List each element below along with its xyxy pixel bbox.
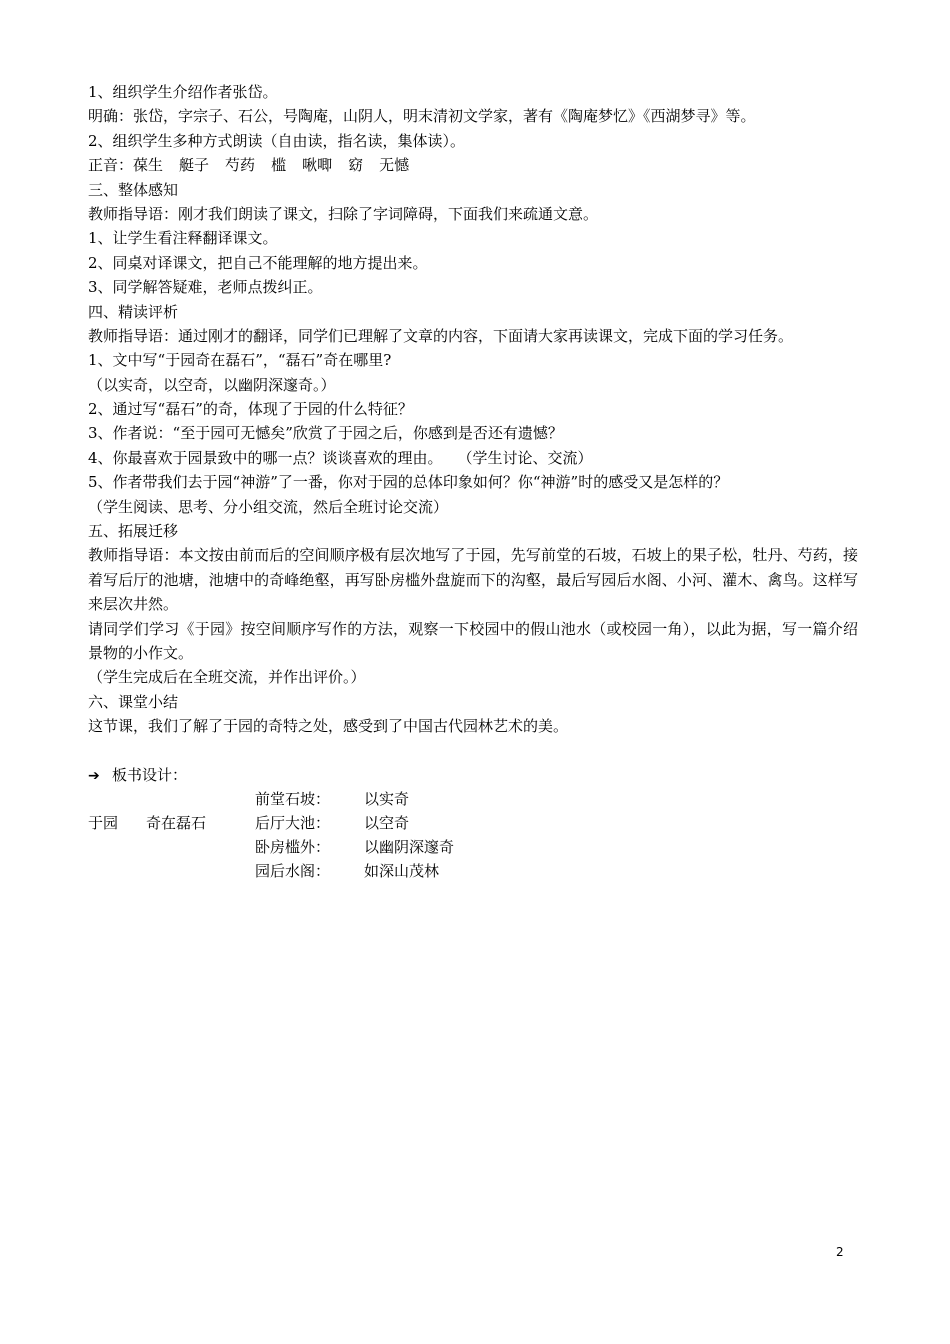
summary-text: 这节课，我们了解了于园的奇特之处，感受到了中国古代园林艺术的美。 xyxy=(88,717,569,736)
writing-task-paragraph: 请同学们学习《于园》按空间顺序写作的方法，观察一下校园中的假山池水（或校园一角），以此为据，写一篇介绍景物的小作文。 xyxy=(88,619,858,663)
pronunciation-line xyxy=(88,153,858,177)
question-item: 2、通过写“磊石”的奇，体现了于园的什么特征？ xyxy=(88,400,413,419)
board-feature: 以幽阴深邃奇 xyxy=(364,837,455,856)
step-introduce-author: 1、组织学生介绍作者张岱。 xyxy=(88,83,278,101)
activity-note: （学生完成后在全班交流，并作出评价。） xyxy=(88,668,366,687)
board-design-label: 板书设计： xyxy=(112,765,188,784)
section-heading-close-reading: 四、精读评析 xyxy=(88,302,179,321)
arrow-right-icon: ➔ xyxy=(88,767,100,784)
pronunciation-word: 艇子 xyxy=(179,156,210,175)
list-item: 1、让学生看注释翻译课文。 xyxy=(88,229,278,248)
pronunciation-word: 无憾 xyxy=(379,156,410,175)
question-item: 1、文中写“于园奇在磊石”，“磊石”奇在哪里? xyxy=(88,351,392,370)
question-item: 5、作者带我们去于园“神游”了一番，你对于园的总体印象如何？你“神游”时的感受又是怎样的？ xyxy=(88,473,729,492)
pronunciation-word: 啾唧 xyxy=(302,156,333,175)
board-title: 于园 xyxy=(88,813,119,832)
page-number: 2 xyxy=(836,1245,844,1259)
pronunciation-word: 窈 xyxy=(348,156,364,175)
board-place: 后厅大池： xyxy=(255,813,331,832)
pronunciation-word: 槛 xyxy=(271,156,287,175)
pronunciation-label: 正音： xyxy=(88,156,134,175)
section-heading-overall: 三、整体感知 xyxy=(88,180,179,199)
list-item: 3、同学解答疑难，老师点拨纠正。 xyxy=(88,278,323,297)
list-item: 2、同桌对译课文，把自己不能理解的地方提出来。 xyxy=(88,253,428,272)
board-subtitle: 奇在磊石 xyxy=(146,813,207,832)
question-item: 4、你最喜欢于园景致中的哪一点？谈谈喜欢的理由。 （学生讨论、交流） xyxy=(88,448,593,467)
pronunciation-word: 芍药 xyxy=(225,156,256,175)
board-feature: 如深山茂林 xyxy=(364,861,440,880)
activity-note: （学生阅读、思考、分小组交流，然后全班讨论交流） xyxy=(88,497,449,516)
board-feature: 以实奇 xyxy=(364,789,410,808)
board-place: 卧房槛外： xyxy=(255,837,331,856)
document-body xyxy=(88,80,858,887)
board-feature: 以空奇 xyxy=(364,813,410,832)
board-place: 园后水阁： xyxy=(255,861,331,880)
section-heading-summary: 六、课堂小结 xyxy=(88,692,179,711)
question-item: 3、作者说：“至于园可无憾矣”欣赏了于园之后，你感到是否还有遗憾？ xyxy=(88,424,563,443)
spacer xyxy=(88,739,858,763)
teacher-guidance: 教师指导语：通过刚才的翻译，同学们已理解了文章的内容，下面请大家再读课文，完成下面的学习任务。 xyxy=(88,326,794,345)
author-clarification: 明确：张岱，字宗子、石公，号陶庵，山阴人，明末清初文学家，著有《陶庵梦忆》《西湖梦寻》等。 xyxy=(88,107,756,126)
step-read-aloud: 2、组织学生多种方式朗读（自由读，指名读，集体读）。 xyxy=(88,131,466,150)
board-design-table xyxy=(88,787,858,887)
teacher-guidance: 教师指导语：刚才我们朗读了课文，扫除了字词障碍，下面我们来疏通文意。 xyxy=(88,204,599,223)
section-heading-extension: 五、拓展迁移 xyxy=(88,522,179,541)
board-place: 前堂石坡： xyxy=(255,789,331,808)
answer-note: （以实奇，以空奇，以幽阴深邃奇。） xyxy=(88,375,336,394)
pronunciation-word: 葆生 xyxy=(133,156,164,175)
board-design-heading xyxy=(88,763,858,787)
teacher-guidance-paragraph: 教师指导语：本文按由前而后的空间顺序极有层次地写了于园，先写前堂的石坡，石坡上的果子松，牡丹、芍药，接着写后厅的池塘，池塘中的奇峰绝壑，再写卧房槛外盘旋而下的沟壑，最后写园后水阁、小河、灌木、禽鸟。这样写来层次井然。 xyxy=(88,546,858,614)
